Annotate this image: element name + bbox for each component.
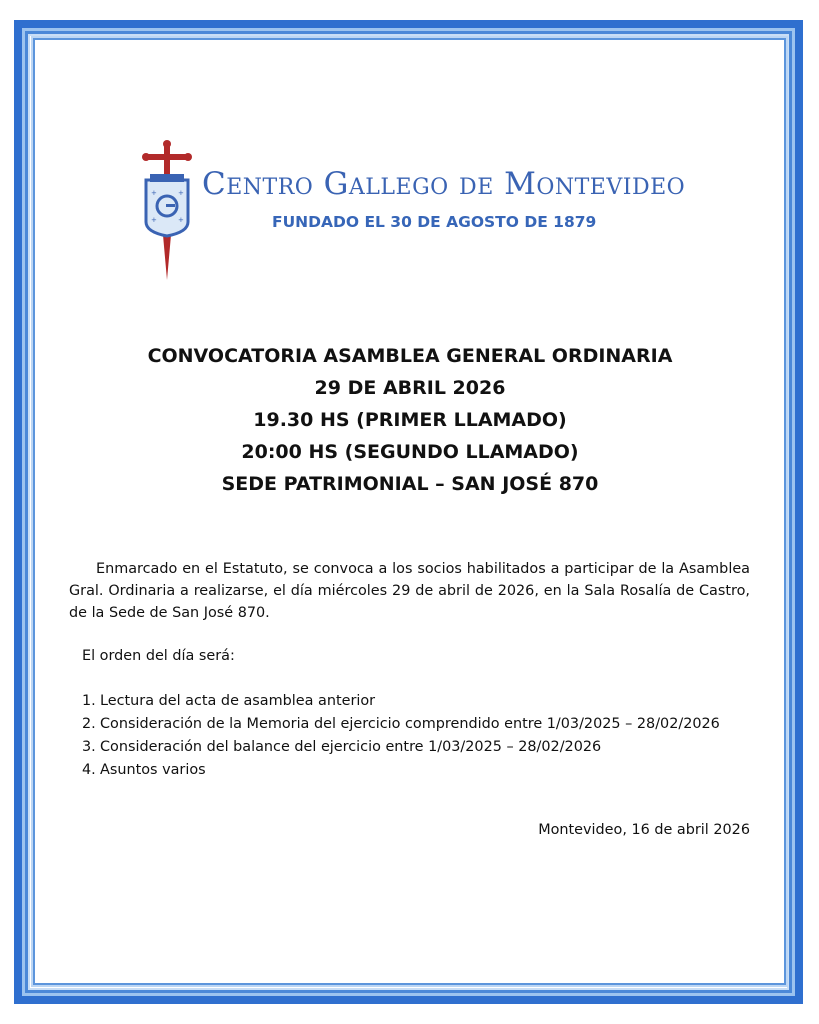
logo [138, 140, 698, 290]
svg-text:+: + [178, 216, 184, 224]
heading-title: CONVOCATORIA ASAMBLEA GENERAL ORDINARIA [147, 345, 673, 367]
agenda-item [82, 690, 720, 713]
heading-date: 29 DE ABRIL 2026 [314, 377, 506, 399]
agenda-item-number: 3. [82, 739, 96, 755]
order-intro: El orden del día será: [82, 648, 235, 664]
agenda-item [82, 713, 720, 736]
svg-text:+: + [151, 189, 157, 197]
body-paragraph: Enmarcado en el Estatuto, se convoca a los socios habilitados a participar de la Asamblea Gral. Ordinaria a realizarse, el día miércoles 29 de abril de 2026, en la Sala Rosalía de Castro, de la Sede de San José 870. [69, 561, 750, 621]
agenda-item-number: 4. [82, 762, 96, 778]
agenda-item-number: 1. [82, 693, 96, 709]
agenda-item-text: Consideración del balance del ejercicio entre 1/03/2025 – 28/02/2026 [100, 739, 602, 755]
agenda-list [82, 690, 720, 782]
signoff-place-date: Montevideo, 16 de abril 2026 [538, 822, 750, 838]
heading-block [40, 340, 780, 500]
logo-title: Centro Gallego de Montevideo [202, 166, 686, 202]
heading-second-call: 20:00 HS (SEGUNDO LLAMADO) [241, 441, 579, 463]
cross-of-santiago-shield-icon [138, 140, 198, 285]
heading-first-call: 19.30 HS (PRIMER LLAMADO) [253, 409, 567, 431]
svg-text:+: + [151, 216, 157, 224]
agenda-item [82, 736, 720, 759]
agenda-item-text: Asuntos varios [100, 762, 206, 778]
agenda-item-text: Consideración de la Memoria del ejercicio comprendido entre 1/03/2025 – 28/02/2026 [100, 716, 720, 732]
heading-venue: SEDE PATRIMONIAL – SAN JOSÉ 870 [221, 473, 599, 495]
agenda-item [82, 759, 720, 782]
agenda-item-text: Lectura del acta de asamblea anterior [100, 693, 376, 709]
logo-subtitle: FUNDADO EL 30 DE AGOSTO DE 1879 [272, 213, 597, 231]
svg-text:+: + [178, 189, 184, 197]
agenda-item-number: 2. [82, 716, 96, 732]
